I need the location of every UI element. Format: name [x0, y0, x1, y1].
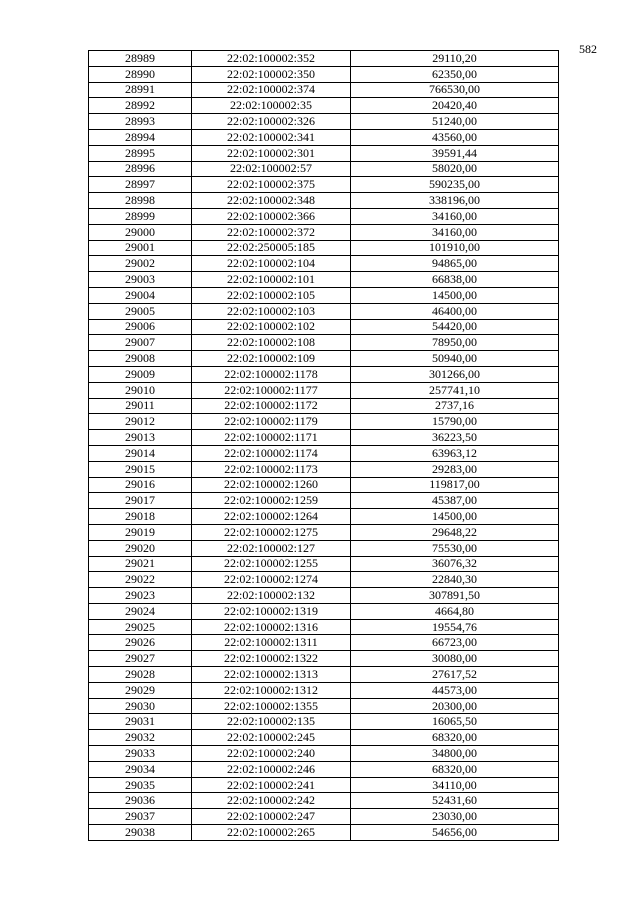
row-number-cell: 29015 [89, 461, 192, 477]
row-number-cell: 28993 [89, 114, 192, 130]
table-row [89, 335, 559, 351]
row-number-cell: 29027 [89, 651, 192, 667]
row-number-cell: 29022 [89, 572, 192, 588]
table-row [89, 240, 559, 256]
row-number-cell: 29034 [89, 761, 192, 777]
row-number-cell: 29038 [89, 825, 192, 841]
value-cell: 20300,00 [351, 698, 559, 714]
row-number-cell: 29029 [89, 682, 192, 698]
cadastral-number-cell: 22:02:100002:1177 [192, 382, 351, 398]
table-row [89, 603, 559, 619]
value-cell: 29110,20 [351, 51, 559, 67]
row-number-cell: 29032 [89, 730, 192, 746]
value-cell: 36076,32 [351, 556, 559, 572]
value-cell: 119817,00 [351, 477, 559, 493]
table-row [89, 430, 559, 446]
row-number-cell: 29011 [89, 398, 192, 414]
table-row [89, 445, 559, 461]
row-number-cell: 29025 [89, 619, 192, 635]
value-cell: 39591,44 [351, 145, 559, 161]
row-number-cell: 29028 [89, 667, 192, 683]
cadastral-number-cell: 22:02:100002:57 [192, 161, 351, 177]
cadastral-number-cell: 22:02:100002:240 [192, 746, 351, 762]
value-cell: 75530,00 [351, 540, 559, 556]
cadastral-number-cell: 22:02:100002:135 [192, 714, 351, 730]
cadastral-number-cell: 22:02:100002:105 [192, 287, 351, 303]
value-cell: 34160,00 [351, 208, 559, 224]
value-cell: 19554,76 [351, 619, 559, 635]
cadastral-number-cell: 22:02:100002:1179 [192, 414, 351, 430]
cadastral-number-cell: 22:02:100002:1260 [192, 477, 351, 493]
value-cell: 101910,00 [351, 240, 559, 256]
table-row [89, 319, 559, 335]
cadastral-number-cell: 22:02:100002:103 [192, 303, 351, 319]
row-number-cell: 28991 [89, 82, 192, 98]
value-cell: 20420,40 [351, 98, 559, 114]
table-row [89, 272, 559, 288]
row-number-cell: 29003 [89, 272, 192, 288]
value-cell: 62350,00 [351, 66, 559, 82]
row-number-cell: 29017 [89, 493, 192, 509]
value-cell: 590235,00 [351, 177, 559, 193]
value-cell: 45387,00 [351, 493, 559, 509]
table-row [89, 208, 559, 224]
value-cell: 14500,00 [351, 509, 559, 525]
value-cell: 58020,00 [351, 161, 559, 177]
table-row [89, 682, 559, 698]
cadastral-number-cell: 22:02:100002:1312 [192, 682, 351, 698]
row-number-cell: 28999 [89, 208, 192, 224]
cadastral-number-cell: 22:02:100002:1173 [192, 461, 351, 477]
row-number-cell: 29002 [89, 256, 192, 272]
table-row [89, 382, 559, 398]
value-cell: 50940,00 [351, 351, 559, 367]
cadastral-number-cell: 22:02:100002:102 [192, 319, 351, 335]
row-number-cell: 28997 [89, 177, 192, 193]
table-row [89, 730, 559, 746]
value-cell: 257741,10 [351, 382, 559, 398]
table-row [89, 193, 559, 209]
cadastral-number-cell: 22:02:100002:1171 [192, 430, 351, 446]
table-body [89, 51, 559, 841]
table-row [89, 572, 559, 588]
row-number-cell: 28996 [89, 161, 192, 177]
value-cell: 51240,00 [351, 114, 559, 130]
cadastral-number-cell: 22:02:100002:352 [192, 51, 351, 67]
value-cell: 68320,00 [351, 730, 559, 746]
cadastral-number-cell: 22:02:100002:247 [192, 809, 351, 825]
value-cell: 34800,00 [351, 746, 559, 762]
cadastral-number-cell: 22:02:100002:1264 [192, 509, 351, 525]
row-number-cell: 28995 [89, 145, 192, 161]
table-row [89, 177, 559, 193]
value-cell: 66838,00 [351, 272, 559, 288]
table-row [89, 651, 559, 667]
value-cell: 78950,00 [351, 335, 559, 351]
table-row [89, 366, 559, 382]
cadastral-number-cell: 22:02:100002:374 [192, 82, 351, 98]
value-cell: 34110,00 [351, 777, 559, 793]
value-cell: 23030,00 [351, 809, 559, 825]
cadastral-number-cell: 22:02:100002:326 [192, 114, 351, 130]
value-cell: 22840,30 [351, 572, 559, 588]
table-row [89, 461, 559, 477]
table-row [89, 667, 559, 683]
cadastral-number-cell: 22:02:100002:246 [192, 761, 351, 777]
value-cell: 66723,00 [351, 635, 559, 651]
value-cell: 4664,80 [351, 603, 559, 619]
value-cell: 54656,00 [351, 825, 559, 841]
row-number-cell: 29018 [89, 509, 192, 525]
cadastral-number-cell: 22:02:100002:241 [192, 777, 351, 793]
value-cell: 29648,22 [351, 524, 559, 540]
cadastral-number-cell: 22:02:100002:265 [192, 825, 351, 841]
row-number-cell: 29009 [89, 366, 192, 382]
cadastral-number-cell: 22:02:100002:35 [192, 98, 351, 114]
cadastral-number-cell: 22:02:100002:1172 [192, 398, 351, 414]
value-cell: 63963,12 [351, 445, 559, 461]
table-row [89, 145, 559, 161]
value-cell: 52431,60 [351, 793, 559, 809]
row-number-cell: 29024 [89, 603, 192, 619]
row-number-cell: 29016 [89, 477, 192, 493]
cadastral-number-cell: 22:02:100002:1259 [192, 493, 351, 509]
table-row [89, 66, 559, 82]
cadastral-number-cell: 22:02:100002:341 [192, 129, 351, 145]
cadastral-number-cell: 22:02:100002:101 [192, 272, 351, 288]
value-cell: 30080,00 [351, 651, 559, 667]
table-row [89, 129, 559, 145]
cadastral-number-cell: 22:02:100002:301 [192, 145, 351, 161]
table-row [89, 761, 559, 777]
cadastral-number-cell: 22:02:100002:104 [192, 256, 351, 272]
table-row [89, 224, 559, 240]
table-row [89, 746, 559, 762]
table-row [89, 114, 559, 130]
row-number-cell: 29014 [89, 445, 192, 461]
cadastral-number-cell: 22:02:100002:1313 [192, 667, 351, 683]
row-number-cell: 28989 [89, 51, 192, 67]
value-cell: 15790,00 [351, 414, 559, 430]
table-row [89, 256, 559, 272]
row-number-cell: 29031 [89, 714, 192, 730]
cadastral-number-cell: 22:02:250005:185 [192, 240, 351, 256]
cadastral-number-cell: 22:02:100002:350 [192, 66, 351, 82]
cadastral-number-cell: 22:02:100002:348 [192, 193, 351, 209]
row-number-cell: 29021 [89, 556, 192, 572]
cadastral-number-cell: 22:02:100002:109 [192, 351, 351, 367]
value-cell: 36223,50 [351, 430, 559, 446]
row-number-cell: 29004 [89, 287, 192, 303]
table-row [89, 540, 559, 556]
row-number-cell: 29010 [89, 382, 192, 398]
value-cell: 46400,00 [351, 303, 559, 319]
row-number-cell: 29005 [89, 303, 192, 319]
value-cell: 34160,00 [351, 224, 559, 240]
row-number-cell: 29023 [89, 588, 192, 604]
table-row [89, 714, 559, 730]
value-cell: 44573,00 [351, 682, 559, 698]
row-number-cell: 29006 [89, 319, 192, 335]
table-row [89, 698, 559, 714]
table-row [89, 51, 559, 67]
table-row [89, 82, 559, 98]
cadastral-number-cell: 22:02:100002:1275 [192, 524, 351, 540]
table-row [89, 477, 559, 493]
table-row [89, 793, 559, 809]
table-row [89, 398, 559, 414]
value-cell: 301266,00 [351, 366, 559, 382]
value-cell: 307891,50 [351, 588, 559, 604]
value-cell: 2737,16 [351, 398, 559, 414]
row-number-cell: 29030 [89, 698, 192, 714]
row-number-cell: 29008 [89, 351, 192, 367]
value-cell: 16065,50 [351, 714, 559, 730]
row-number-cell: 29026 [89, 635, 192, 651]
table-row [89, 161, 559, 177]
table-row [89, 509, 559, 525]
table-row [89, 524, 559, 540]
cadastral-number-cell: 22:02:100002:1255 [192, 556, 351, 572]
cadastral-number-cell: 22:02:100002:1322 [192, 651, 351, 667]
row-number-cell: 29037 [89, 809, 192, 825]
table-row [89, 414, 559, 430]
row-number-cell: 29012 [89, 414, 192, 430]
cadastral-number-cell: 22:02:100002:245 [192, 730, 351, 746]
row-number-cell: 29036 [89, 793, 192, 809]
value-cell: 766530,00 [351, 82, 559, 98]
table-row [89, 493, 559, 509]
row-number-cell: 29001 [89, 240, 192, 256]
row-number-cell: 29035 [89, 777, 192, 793]
cadastral-number-cell: 22:02:100002:108 [192, 335, 351, 351]
cadastral-number-cell: 22:02:100002:127 [192, 540, 351, 556]
table-row [89, 98, 559, 114]
row-number-cell: 29013 [89, 430, 192, 446]
cadastral-number-cell: 22:02:100002:1316 [192, 619, 351, 635]
cadastral-number-cell: 22:02:100002:1319 [192, 603, 351, 619]
cadastral-number-cell: 22:02:100002:1355 [192, 698, 351, 714]
cadastral-value-table [88, 50, 559, 841]
row-number-cell: 28998 [89, 193, 192, 209]
value-cell: 338196,00 [351, 193, 559, 209]
table-row [89, 809, 559, 825]
table-row [89, 635, 559, 651]
row-number-cell: 28992 [89, 98, 192, 114]
cadastral-number-cell: 22:02:100002:1311 [192, 635, 351, 651]
row-number-cell: 29033 [89, 746, 192, 762]
cadastral-number-cell: 22:02:100002:1178 [192, 366, 351, 382]
table-row [89, 825, 559, 841]
cadastral-number-cell: 22:02:100002:242 [192, 793, 351, 809]
cadastral-number-cell: 22:02:100002:372 [192, 224, 351, 240]
row-number-cell: 29000 [89, 224, 192, 240]
table-row [89, 303, 559, 319]
table-row [89, 287, 559, 303]
value-cell: 14500,00 [351, 287, 559, 303]
value-cell: 27617,52 [351, 667, 559, 683]
row-number-cell: 29019 [89, 524, 192, 540]
cadastral-number-cell: 22:02:100002:366 [192, 208, 351, 224]
row-number-cell: 29020 [89, 540, 192, 556]
page-number: 582 [579, 42, 597, 56]
table-row [89, 588, 559, 604]
cadastral-number-cell: 22:02:100002:1274 [192, 572, 351, 588]
table-row [89, 619, 559, 635]
table-row [89, 351, 559, 367]
value-cell: 29283,00 [351, 461, 559, 477]
value-cell: 68320,00 [351, 761, 559, 777]
value-cell: 43560,00 [351, 129, 559, 145]
value-cell: 94865,00 [351, 256, 559, 272]
value-cell: 54420,00 [351, 319, 559, 335]
row-number-cell: 28994 [89, 129, 192, 145]
cadastral-number-cell: 22:02:100002:375 [192, 177, 351, 193]
cadastral-number-cell: 22:02:100002:1174 [192, 445, 351, 461]
row-number-cell: 28990 [89, 66, 192, 82]
row-number-cell: 29007 [89, 335, 192, 351]
cadastral-number-cell: 22:02:100002:132 [192, 588, 351, 604]
table-row [89, 777, 559, 793]
table-row [89, 556, 559, 572]
